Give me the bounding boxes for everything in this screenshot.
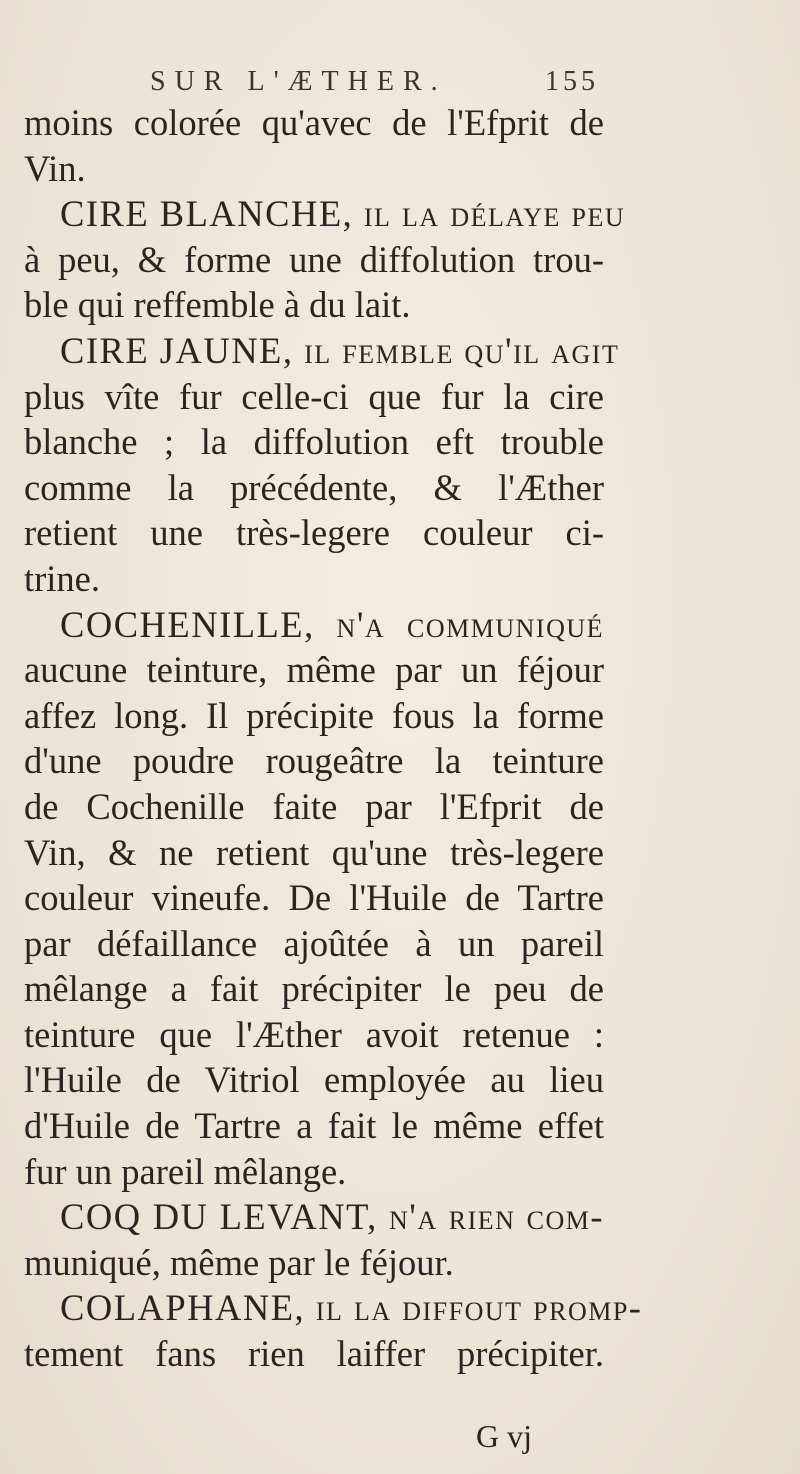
- text-line: retient une très-legere couleur ci-: [24, 512, 604, 554]
- text-line: trine.: [24, 557, 101, 599]
- text-line: Vin, & ne retient qu'une très-legere: [24, 831, 604, 873]
- text-line: l'Huile de Vitriol employée au lieu: [24, 1059, 604, 1101]
- text-line: affez long. Il précipite fous la forme: [24, 694, 604, 736]
- text-line: couleur vineufe. De l'Huile de Tartre: [24, 877, 604, 919]
- text-line: mêlange a fait précipiter le peu de: [24, 968, 604, 1010]
- signature-mark: G vj: [476, 1418, 532, 1454]
- text-line: par défaillance ajoûtée à un pareil: [24, 922, 604, 964]
- text-line: comme la précédente, & l'Æther: [24, 466, 604, 508]
- running-head-title: SUR L'ÆTHER.: [150, 66, 447, 97]
- text-line: fur un pareil mêlange.: [24, 1150, 347, 1192]
- text-line: d'une poudre rougeâtre la teinture: [24, 740, 604, 782]
- text-line: à peu, & forme une diffolution trou-: [24, 238, 604, 280]
- text-line: Vin.: [24, 147, 86, 189]
- text-line: blanche ; la diffolution eft trouble: [24, 421, 604, 463]
- text-line: ble qui reffemble à du lait.: [24, 284, 411, 326]
- entry-heading-line: CIRE JAUNE, il femble qu'il agit: [60, 329, 620, 371]
- text-line: tement fans rien laiffer précipiter.: [24, 1333, 604, 1375]
- text-line: teinture que l'Æther avoit retenue :: [24, 1013, 604, 1055]
- text-line: plus vîte fur celle-ci que fur la cire: [24, 375, 604, 417]
- text-line: moins colorée qu'avec de l'Efprit de: [24, 102, 604, 143]
- text-line: aucune teinture, même par un féjour: [24, 649, 604, 691]
- entry-heading-line: CIRE BLANCHE, il la délaye peu: [60, 193, 626, 235]
- body-text: [24, 100, 643, 1377]
- text-line: muniqué, même par le féjour.: [24, 1241, 454, 1283]
- page-number: 155: [545, 66, 599, 97]
- entry-heading-line: COLAPHANE, il la diffout promp-: [60, 1287, 643, 1329]
- entry-heading-line: COQ DU LEVANT, n'a rien com-: [60, 1196, 604, 1238]
- text-line: d'Huile de Tartre a fait le même effet: [24, 1105, 604, 1147]
- text-line: de Cochenille faite par l'Efprit de: [24, 785, 604, 827]
- entry-heading-line: COCHENILLE, n'a communiqué: [60, 603, 604, 645]
